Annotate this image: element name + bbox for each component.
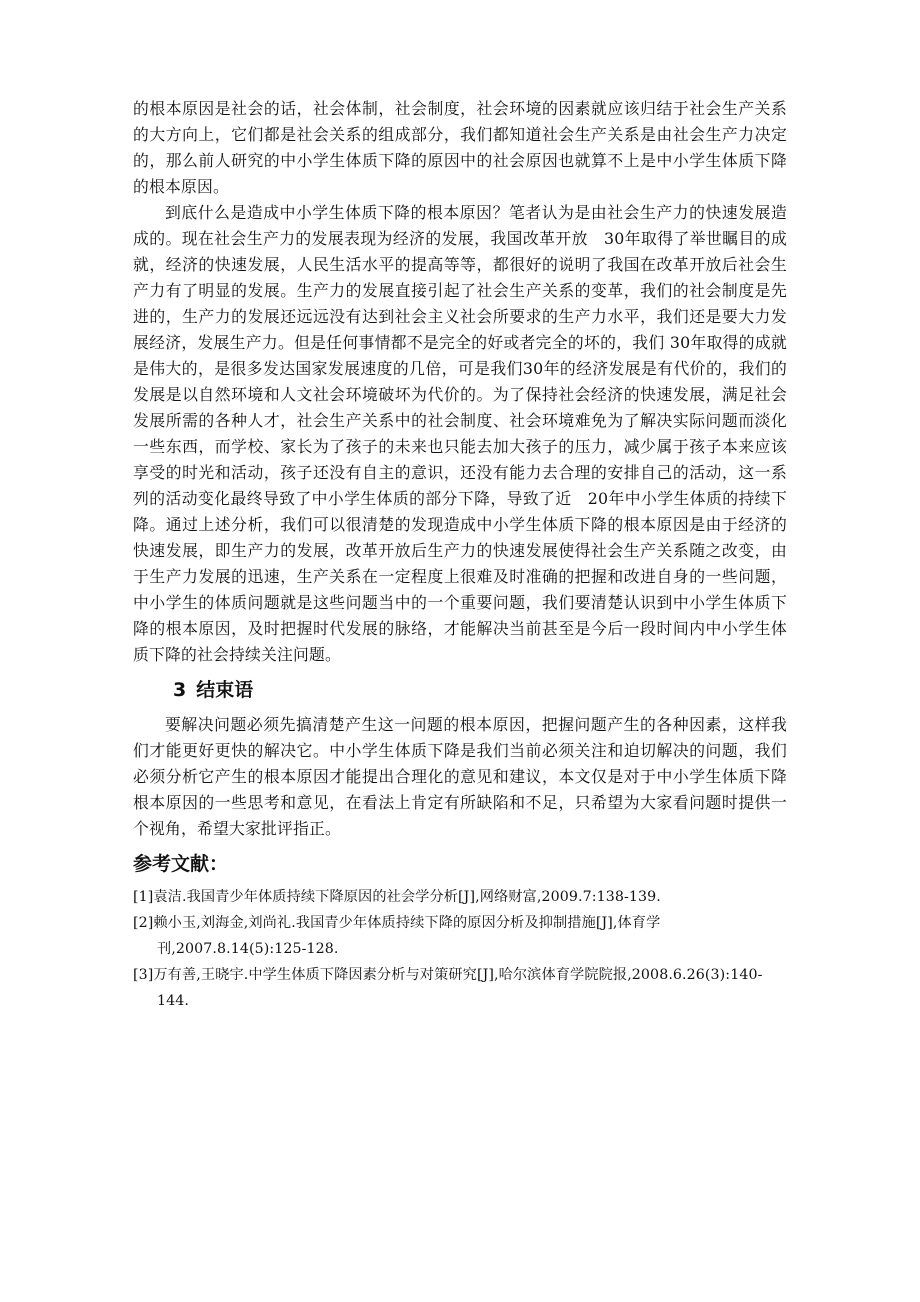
section-title: 结束语 [196, 679, 254, 701]
reference-item: [1]袁洁.我国青少年体质持续下降原因的社会学分析[J],网络财富,2009.7:138-139. [133, 889, 661, 905]
reference-item: [2]赖小玉,刘海金,刘尚礼.我国青少年体质持续下降的原因分析及抑制措施[J],体育学刊,2007.8.14(5):125-128. [133, 915, 661, 957]
reference-item: [3]万有善,王晓宇.中学生体质下降因素分析与对策研究[J],哈尔滨体育学院院报,2008.6.26(3):140-144. [133, 967, 763, 1009]
conclusion-paragraph: 要解决问题必须先搞清楚产生这一问题的根本原因，把握问题产生的各种因素，这样我们才能更好更快的解决它。中小学生体质下降是我们当前必须关注和迫切解决的问题，我们必须分析它产生的根本原因才能提出合理化的意见和建议，本文仅是对于中小学生体质下降根本原因的一些思考和意见，在看法上肯定有所缺陷和不足，只希望为大家看问题时提供一个视角，希望大家批评指正。 [133, 715, 787, 838]
body-paragraph-root-cause: 到底什么是造成中小学生体质下降的根本原因？笔者认为是由社会生产力的快速发展造成的。现在社会生产力的发展表现为经济的发展，我国改革开放 30年取得了举世瞩目的成就，经济的快速发展，人民生活水平的提高等等，都很好的说明了我国在改革开放后社会生产力有了明显的发展。生产力的发展直接引起了社会生产关系的变革，我们的社会制度是先进的，生产力的发展还远远没有达到社会主义社会所要求的生产力水平，我们还是要大力发展经济，发展生产力。但是任何事情都不是完全的好或者完全的坏的，我们 30年取得的成就是伟大的，是很多发达国家发展速度的几倍，可是我们30年的经济发展是有代价的，我们的发展是以自然环境和人文社会环境破坏为代价的。为了保持社会经济的快速发展，满足社会发展所需的各种人才，社会生产关系中的社会制度、社会环境难免为了解决实际问题而淡化一些东西，而学校、家长为了孩子的未来也只能去加大孩子的压力，减少属于孩子本来应该享受的时光和活动，孩子还没有自主的意识，还没有能力去合理的安排自己的活动，这一系列的活动变化最终导致了中小学生体质的部分下降，导致了近 20年中小学生体质的持续下降。通过上述分析，我们可以很清楚的发现造成中小学生体质下降的根本原因是由于经济的快速发展，即生产力的发展，改革开放后生产力的快速发展使得社会生产关系随之改变，由于生产力发展的迅速，生产关系在一定程度上很难及时准确的把握和改进自身的一些问题，中小学生的体质问题就是这些问题当中的一个重要问题，我们要清楚认识到中小学生体质下降的根本原因，及时把握时代发展的脉络，才能解决当前甚至是今后一段时间内中小学生体质下降的社会持续关注问题。 [133, 203, 787, 664]
document-page [133, 96, 787, 1014]
section-number: 3 [173, 679, 187, 701]
references-heading: 参考文献： [133, 853, 229, 875]
section-heading-conclusion [173, 676, 787, 704]
body-paragraph-continued: 的根本原因是社会的话，社会体制，社会制度，社会环境的因素就应该归结于社会生产关系的大方向上，它们都是社会关系的组成部分，我们都知道社会生产关系是由社会生产力决定的，那么前人研究的中小学生体质下降的原因中的社会原因也就算不上是中小学生体质下降的根本原因。 [133, 99, 787, 196]
